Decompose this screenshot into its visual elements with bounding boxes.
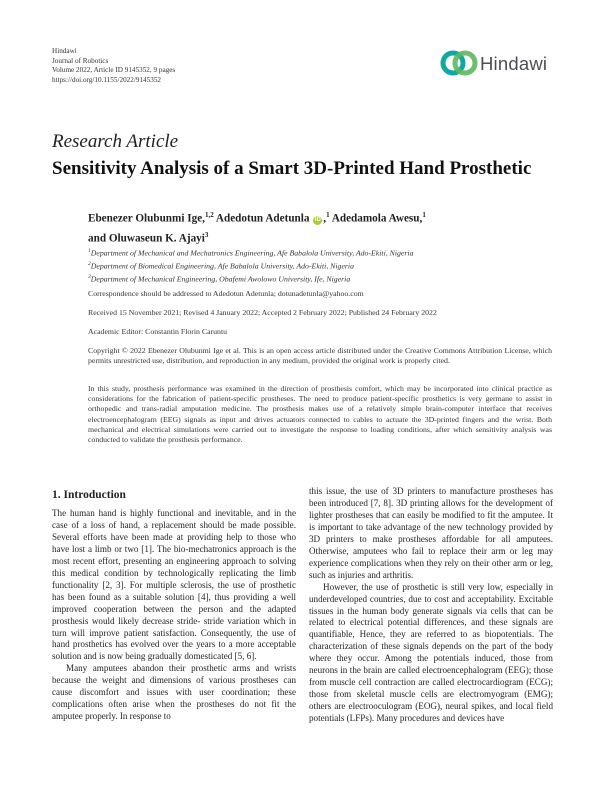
hindawi-logo[interactable] xyxy=(440,46,552,80)
affiliation-item xyxy=(88,272,558,285)
academic-editor: Academic Editor: Constantin Florin Caruntu xyxy=(88,327,228,336)
section-heading: 1. Introduction xyxy=(52,489,126,501)
journal-name: Journal of Robotics xyxy=(52,56,109,65)
abstract: In this study, prosthesis performance was examined in the direction of prosthesis comfort, which may be incorporated into clinical practice as considerations for the fabrication of patient-specific prostheses. The need to produce patient-specific prosthetics is very germane to assist in orthopedic and trans-radial amputation medicine. The prosthesis makes use of a relatively simple brain-computer interface that receives electroencephalogram (EEG) signals as input and drives actuators connected to cables to actuate the 3D-printed fingers and the wrist. Both mechanical and electrical simulations were carried out to investigate the response to loading conditions, after which sensitivity analysis was conducted to validate the prosthesis performance. xyxy=(88,384,552,445)
author-name[interactable]: Ebenezer Olubunmi Ige, xyxy=(88,212,205,225)
article-title: Sensitivity Analysis of a Smart 3D-Printed Hand Prosthetic xyxy=(52,158,532,179)
affiliation-text: Department of Mechanical and Mechatronics Engineering, Afe Babalola University, Ado-Ekiti, Nigeria xyxy=(90,248,414,258)
author-list: Ebenezer Olubunmi Ige,$^{1,2}$ Adedotun Adetunla iD ,$^1$ Adedamola Awesu,$^1$ and Oluwaseun K. Ajayi$^3$ xyxy=(88,211,426,245)
affiliation-text: Department of Mechanical Engineering, Obafemi Awolowo University, Ife, Nigeria xyxy=(90,274,351,284)
paragraph: this issue, the use of 3D printers to manufacture prostheses has been introduced [7, 8]. 3D printing allows for the development of lighter prostheses that can easily be modified to fit the amputee. It is important to take advantage of the new technology provided by 3D printers to make prostheses affordable for all amputees. Otherwise, amputees who fail to replace their arm or leg may experience complications when they rely on their other arm or leg, such as injuries and arthritis. xyxy=(309,486,553,580)
affiliation-number: 1 xyxy=(88,248,91,254)
affiliation-number: 3 xyxy=(88,274,91,281)
journal-metadata xyxy=(52,47,175,85)
volume-info: Volume 2022, Article ID 9145352, 9 pages xyxy=(52,66,176,75)
author-name[interactable]: Adedamola Awesu, xyxy=(331,212,423,225)
doi-link[interactable]: https://doi.org/10.1155/2022/9145352 xyxy=(52,75,162,84)
affiliation-number: 2 xyxy=(88,261,91,268)
body-column-left xyxy=(52,508,296,723)
paragraph: The human hand is highly functional and inevitable, and in the case of a loss of hand, a replacement should be made possible. Several efforts have been made at providing help to those who have lost a limb or two [1]. The bio-mechatronics approach is the most recent effort, presenting an engineering approach to solving this medical condition by technologically replicating the limb functionality [2, 3]. For multiple sclerosis, the use of prosthetic has been found as a suitable solution [4], thus providing a well improved cooperation between the person and the adapted prosthesis would likely decrease stride- stride variation which in turn will improve patient satisfaction. Consequently, the use of hand prosthetics has evolved over the years to a more acceptable solution and is now being gradually domesticated [5, 6]. xyxy=(52,508,296,662)
body-column-right xyxy=(309,486,553,725)
orcid-icon[interactable]: iD xyxy=(314,216,321,223)
affiliation-list xyxy=(88,246,558,286)
hindawi-logo-icon xyxy=(440,46,480,80)
article-type: Research Article xyxy=(52,131,179,152)
affiliation-item xyxy=(88,246,558,259)
affiliation-text: Department of Biomedical Engineering, Afe Babalola University, Ado-Ekiti, Nigeria xyxy=(90,261,354,271)
author-affiliation-sup: 1 xyxy=(422,211,426,219)
paragraph: Many amputees abandon their prosthetic arms and wrists because the weight and dimensions of various prostheses can cause discomfort and issues with user coordination; these complications often arise when the prostheses do not fit the amputee properly. In response to xyxy=(52,663,296,722)
paragraph: However, the use of prosthetic is still very low, especially in underdeveloped countries, due to cost and acceptability. Excitable tissues in the human body generate signals via cells that can be related to electrical potential differences, and these signals are quantifiable, Hence, they are referred to as biopotentials. The characterization of these signals depends on the part of the body where they occur. Among the potentials induced, those from neurons in the brain are called electroencephalogram (EEG); those from muscle cell contraction are called electrocardiogram (ECG); those from skeletal muscle cells are electromyogram (EMG); others are electrooculogram (EOG), neural spikes, and local field potentials (LFPs). Many procedures and devices have xyxy=(309,581,553,724)
copyright-notice: Copyright © 2022 Ebenezer Olubunmi Ige et al. This is an open access article distributed under the Creative Commons Attribution License, which permits unrestricted use, distribution, and reproduction in any medium, provided the original work is properly cited. xyxy=(88,346,552,365)
article-dates: Received 15 November 2021; Revised 4 January 2022; Accepted 2 February 2022; Published 24 February 2022 xyxy=(88,308,437,317)
author-name[interactable]: Adedotun Adetunla xyxy=(215,212,310,225)
hindawi-logo-text: Hindawi xyxy=(480,53,548,74)
author-name[interactable]: and Oluwaseun K. Ajayi xyxy=(88,232,205,245)
publisher-name: Hindawi xyxy=(52,47,77,55)
author-affiliation-sup: 1,2 xyxy=(204,211,214,219)
author-affiliation-sup: 3 xyxy=(204,230,209,239)
author-affiliation-sup: 1 xyxy=(326,211,330,219)
affiliation-item xyxy=(88,259,558,272)
correspondence: Correspondence should be addressed to Adedotun Adetunla; dotunadetunla@yahoo.com xyxy=(88,289,364,298)
